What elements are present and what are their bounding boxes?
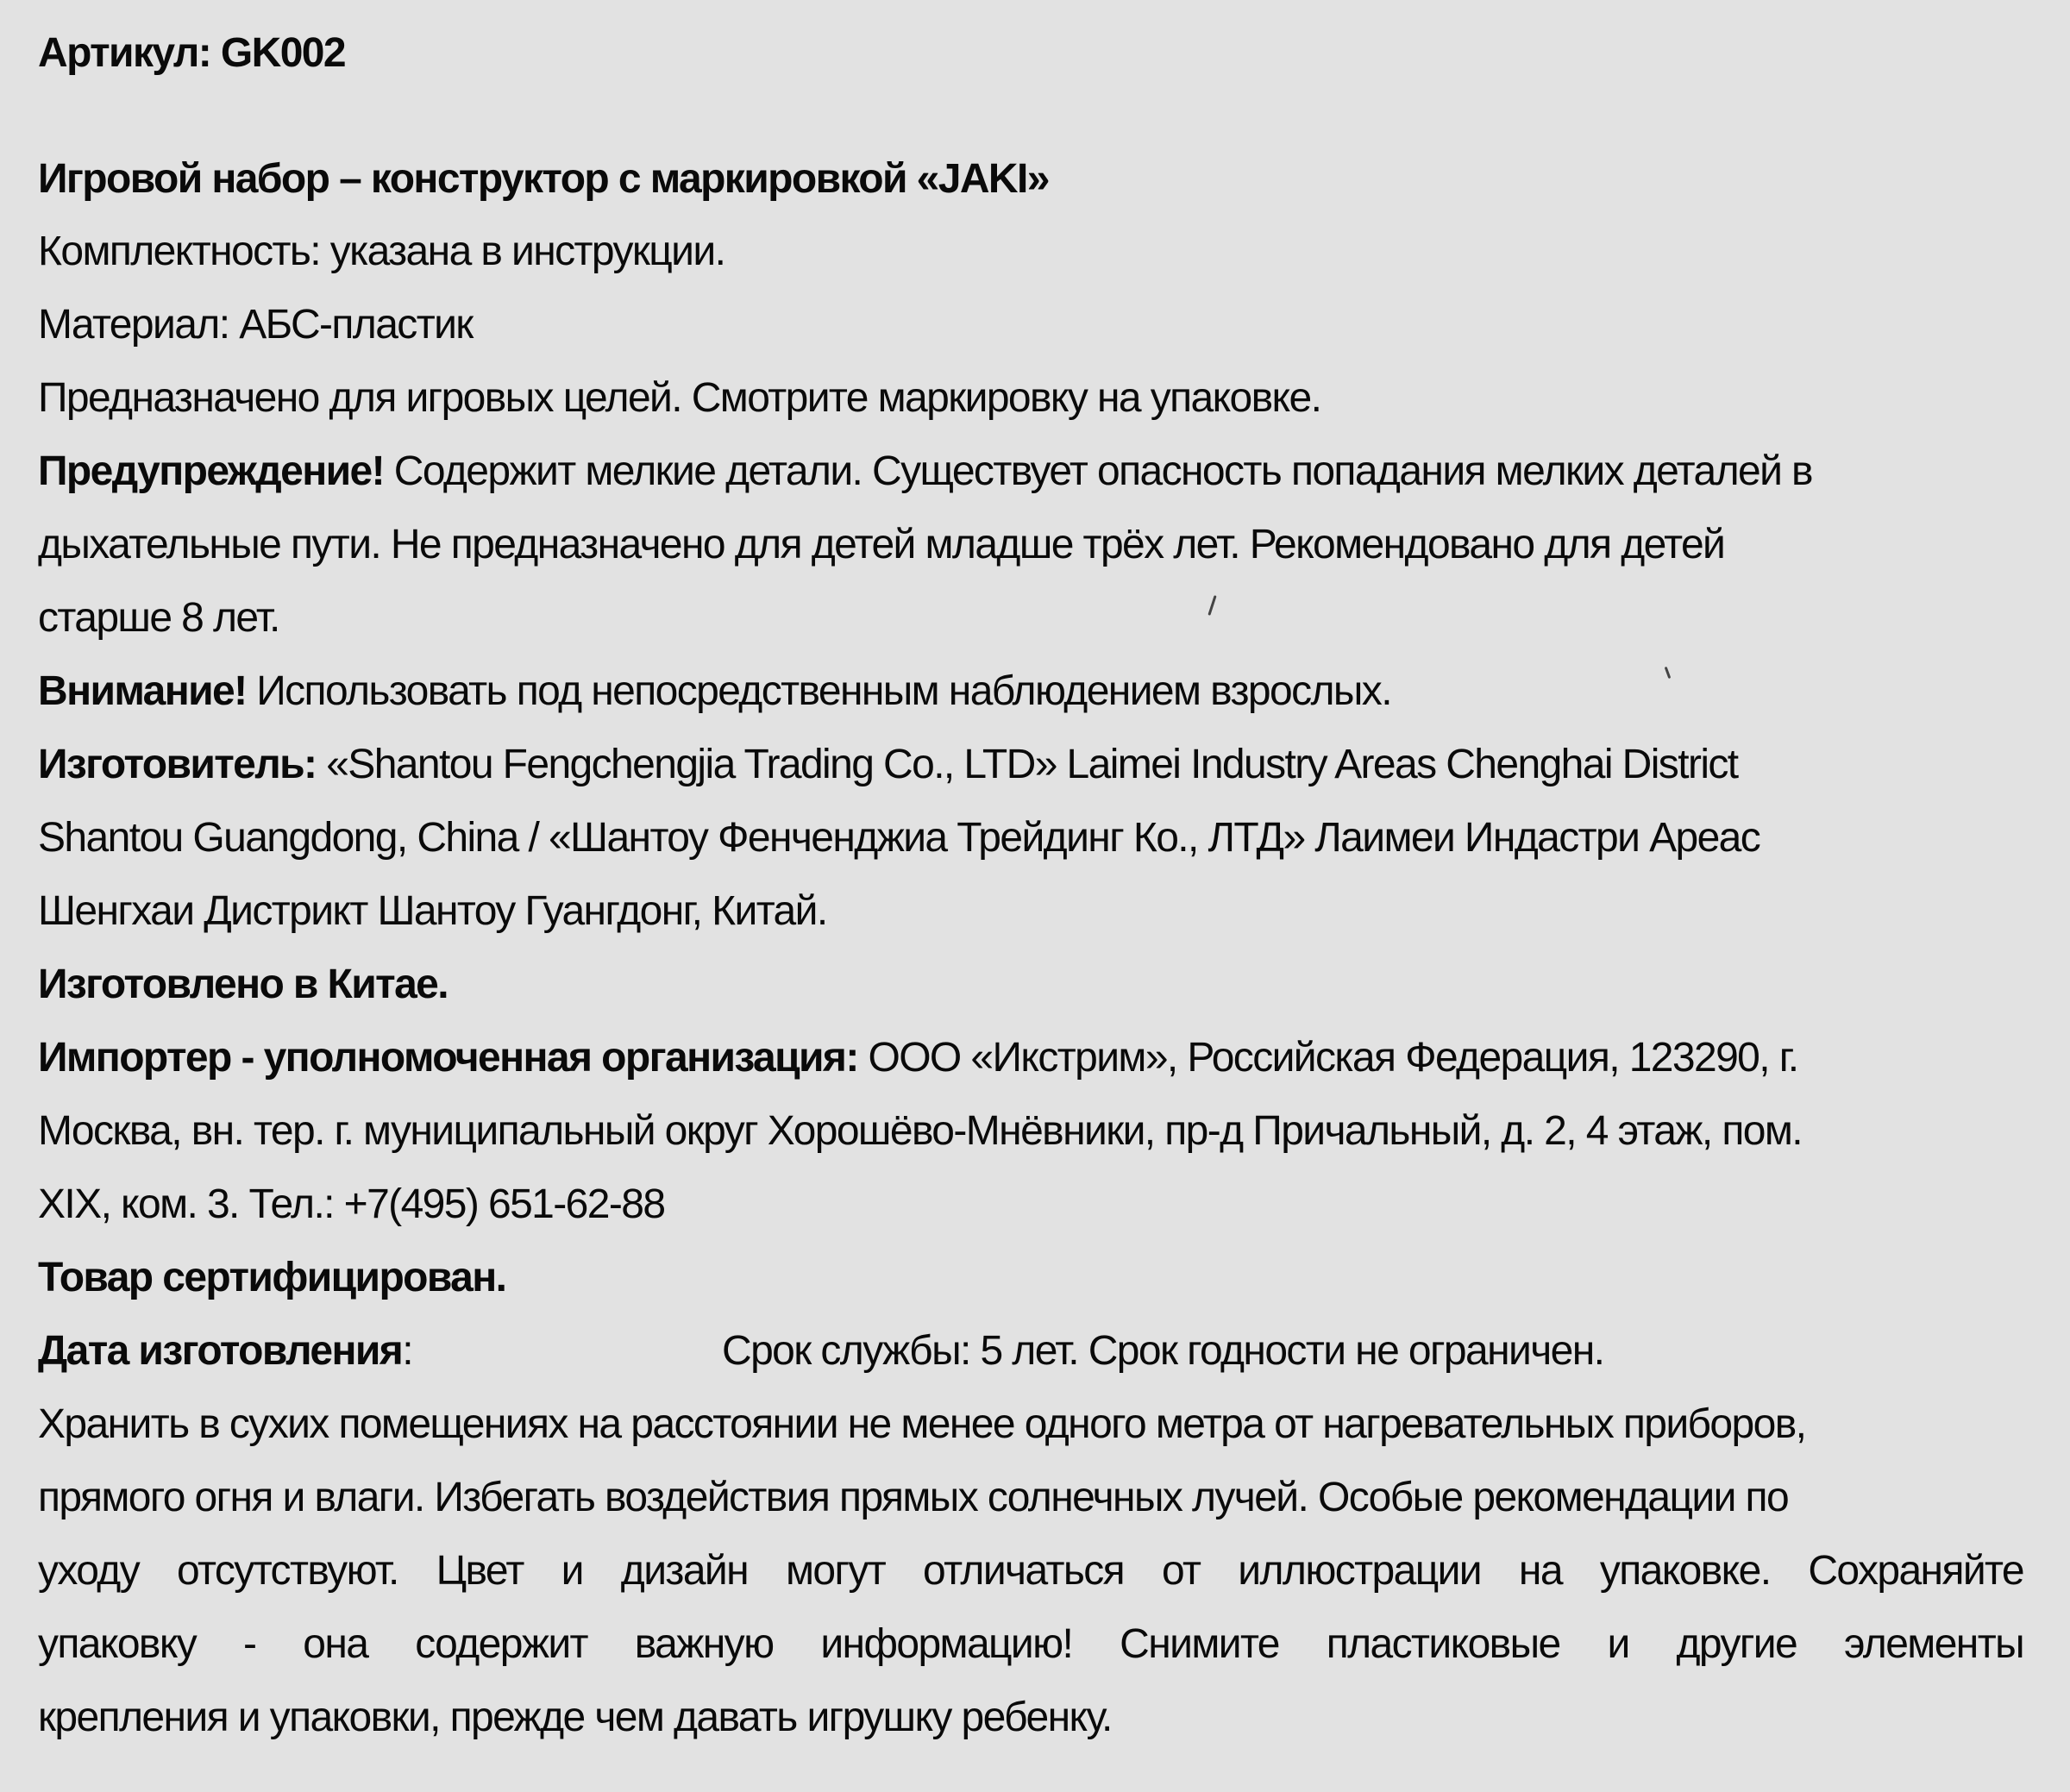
storage-line-1: Хранить в сухих помещениях на расстоянии не менее одного метра от нагревательных приборов, xyxy=(38,1401,1806,1447)
attention-label: Внимание! xyxy=(38,668,247,714)
article-value: GK002 xyxy=(220,30,345,76)
purpose-line: Предназначено для игровых целей. Смотрите маркировку на упаковке. xyxy=(38,375,1321,421)
importer-label: Импортер - уполномоченная организация: xyxy=(38,1035,858,1081)
storage-line-3: уходу отсутствуют. Цвет и дизайн могут отличаться от иллюстрации на упаковке. Сохраняйте xyxy=(38,1548,2023,1594)
completeness-line: Комплектность: указана в инструкции. xyxy=(38,229,725,274)
attention-line xyxy=(38,666,1391,717)
article-label: Артикул: xyxy=(38,30,211,76)
material-line: Материал: АБС-пластик xyxy=(38,302,473,348)
manufacturer-text-1: «Shantou Fengchengjia Trading Co., LTD» Laimei Industry Areas Chenghai District xyxy=(316,742,1738,787)
dates-line xyxy=(38,1325,2022,1377)
paper-speck xyxy=(1665,667,1672,679)
storage-line-2: прямого огня и влаги. Избегать воздействия прямых солнечных лучей. Особые рекомендации по xyxy=(38,1475,1789,1520)
importer-line-2: Москва, вн. тер. г. муниципальный округ Хорошёво-Мнёвники, пр-д Причальный, д. 2, 4 этаж, пом. xyxy=(38,1108,1802,1154)
warning-line-2: дыхательные пути. Не предназначено для детей младше трёх лет. Рекомендовано для детей xyxy=(38,522,1725,567)
manufacture-date-label: Дата изготовления xyxy=(38,1328,403,1374)
manufacture-date-colon: : xyxy=(402,1328,412,1374)
warning-line-1 xyxy=(38,446,1812,498)
manufacturer-line-1 xyxy=(38,739,1738,791)
article-line xyxy=(38,28,345,79)
manufacturer-line-2: Shantou Guangdong, China / «Шантоу Фенченджиа Трейдинг Ко., ЛТД» Лаимеи Индастри Ареас xyxy=(38,815,1760,861)
warning-line-3: старше 8 лет. xyxy=(38,595,279,641)
service-life-text: Срок службы: 5 лет. Срок годности не ограничен. xyxy=(722,1328,1604,1374)
paper-speck xyxy=(1208,595,1216,616)
product-title: Игровой набор – конструктор с маркировкой «JAKI» xyxy=(38,156,1049,202)
warning-text-1: Содержит мелкие детали. Существует опасность попадания мелких деталей в xyxy=(384,448,1812,494)
storage-line-5: крепления и упаковки, прежде чем давать игрушку ребенку. xyxy=(38,1695,1112,1740)
made-in-line: Изготовлено в Китае. xyxy=(38,962,448,1007)
manufacturer-label: Изготовитель: xyxy=(38,742,317,787)
storage-line-4: упаковку - она содержит важную информацию! Снимите пластиковые и другие элементы xyxy=(38,1621,2023,1667)
manufacturer-line-3: Шенгхаи Дистрикт Шантоу Гуангдонг, Китай. xyxy=(38,888,827,934)
importer-text-1: ООО «Икстрим», Российская Федерация, 123290, г. xyxy=(857,1035,1798,1081)
certified-line: Товар сертифицирован. xyxy=(38,1255,506,1300)
warning-label: Предупреждение! xyxy=(38,448,385,494)
importer-line-3: XIX, ком. 3. Тел.: +7(495) 651-62-88 xyxy=(38,1181,665,1227)
attention-text: Использовать под непосредственным наблюдением взрослых. xyxy=(246,668,1391,714)
importer-line-1 xyxy=(38,1032,1798,1084)
